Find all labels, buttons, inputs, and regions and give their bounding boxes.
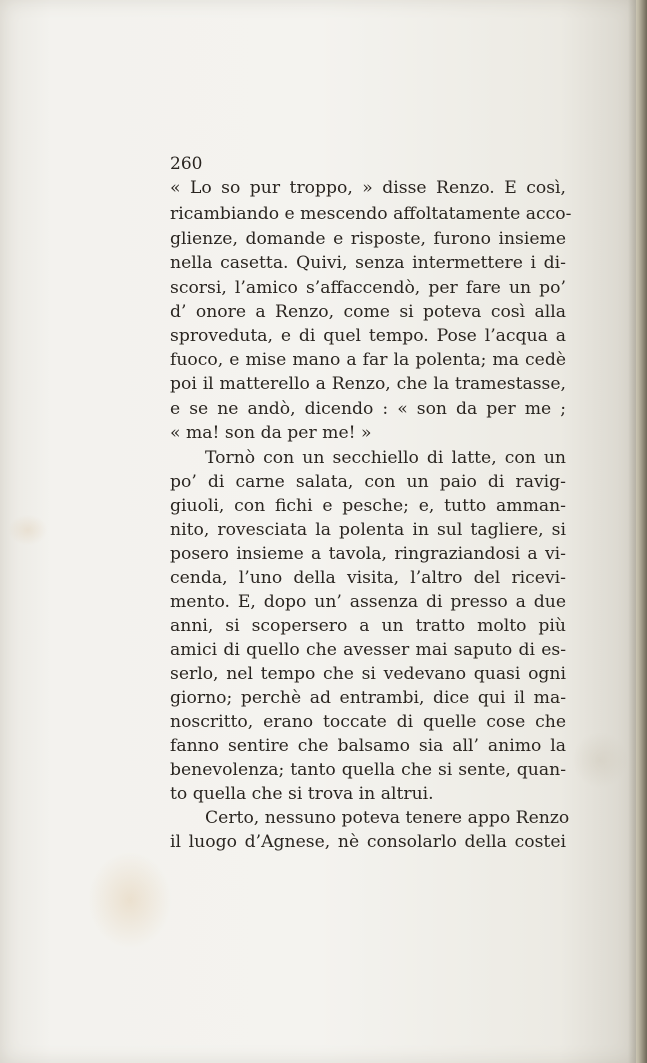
text-line-19: anni, si scopersero a un tratto molto più (170, 616, 566, 636)
text-line-2: ricambiando e mescendo affoltatamente acco- (170, 204, 572, 224)
text-line-18: mento. E, dopo un’ assenza di presso a due (170, 592, 566, 612)
text-line-9: poi il matterello a Renzo, che la tramestasse, (170, 374, 566, 394)
text-line-27: Certo, nessuno poteva tenere appo Renzo (205, 808, 570, 828)
text-line-28: il luogo d’Agnese, nè consolarlo della costei (170, 832, 566, 852)
text-line-1: « Lo so pur troppo, » disse Renzo. E così, (170, 178, 566, 198)
text-line-26: to quella che si trova in altrui. (170, 784, 434, 804)
text-line-4: nella casetta. Quivi, senza intermettere i di- (170, 253, 566, 273)
text-line-14: giuoli, con fichi e pesche; e, tutto amman- (170, 496, 566, 516)
text-line-17: cenda, l’uno della visita, l’altro del ricevi- (170, 568, 566, 588)
text-line-15: nito, rovesciata la polenta in sul tagliere, si (170, 520, 566, 540)
text-line-21: serlo, nel tempo che si vedevano quasi ogni (170, 664, 566, 684)
text-line-22: giorno; perchè ad entrambi, dice qui il ma- (170, 688, 566, 708)
text-line-12: Tornò con un secchiello di latte, con un (205, 448, 566, 468)
text-line-3: glienze, domande e risposte, furono insieme (170, 229, 566, 249)
page-number: 260 (170, 154, 203, 174)
text-line-5: scorsi, l’amico s’affaccendò, per fare un po’ (170, 278, 566, 298)
text-line-24: fanno sentire che balsamo sia all’ animo la (170, 736, 566, 756)
text-line-16: posero insieme a tavola, ringraziandosi a vi- (170, 544, 566, 564)
text-line-23: noscritto, erano toccate di quelle cose che (170, 712, 566, 732)
text-line-11: « ma! son da per me! » (170, 423, 372, 443)
text-line-6: d’ onore a Renzo, come si poteva così alla (170, 302, 566, 322)
text-line-8: fuoco, e mise mano a far la polenta; ma cedè (170, 350, 566, 370)
text-line-20: amici di quello che avesser mai saputo di es- (170, 640, 566, 660)
text-line-7: sproveduta, e di quel tempo. Pose l’acqua a (170, 326, 566, 346)
text-line-13: po’ di carne salata, con un paio di ravig- (170, 472, 566, 492)
text-line-25: benevolenza; tanto quella che si sente, quan- (170, 760, 566, 780)
page-edge-shadow (628, 0, 636, 1063)
text-line-10: e se ne andò, dicendo : « son da per me ; (170, 399, 566, 419)
